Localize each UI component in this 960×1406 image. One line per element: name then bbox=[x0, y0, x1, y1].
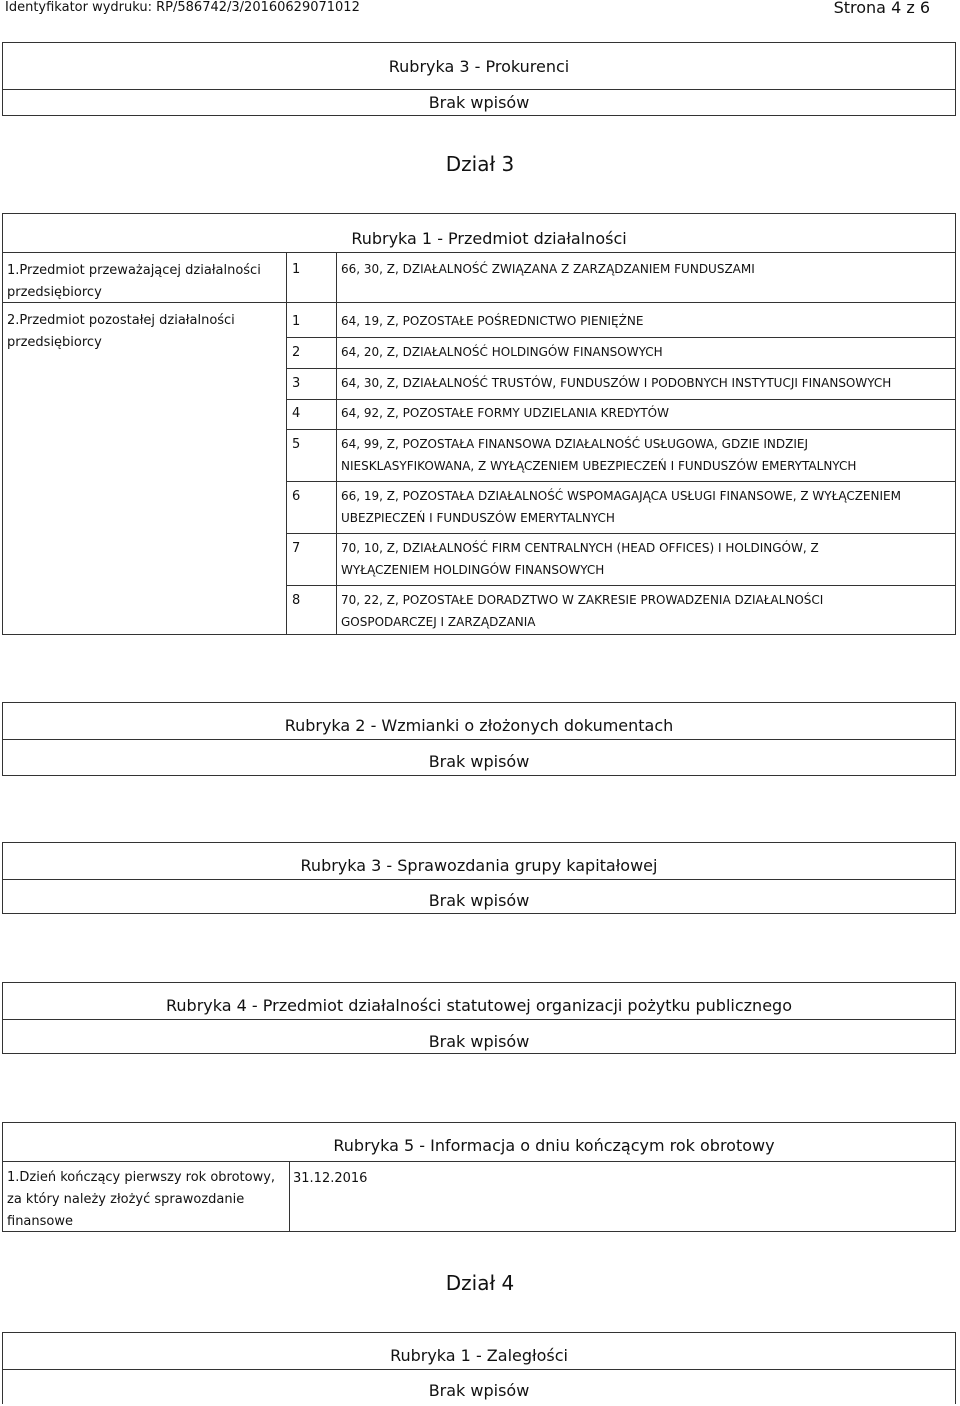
activity-text: 66, 30, Z, DZIAŁALNOŚĆ ZWIĄZANA Z ZARZĄDZANIEM FUNDUSZAMI bbox=[341, 262, 755, 276]
section-opp bbox=[2, 982, 956, 1054]
section-title: Rubryka 1 - Przedmiot działalności bbox=[351, 229, 627, 248]
section-zaleglosci bbox=[2, 1332, 956, 1404]
divider bbox=[3, 89, 955, 90]
section-title: Rubryka 2 - Wzmianki o złożonych dokumentach bbox=[284, 716, 674, 735]
divider bbox=[3, 252, 955, 253]
section-wzmianki bbox=[2, 702, 956, 776]
row-divider bbox=[287, 429, 956, 430]
activity-number: 8 bbox=[292, 593, 301, 608]
section-title: Rubryka 3 - Prokurenci bbox=[388, 57, 570, 76]
label-main-activity: 1.Przedmiot przeważającej działalności przedsiębiorcy bbox=[7, 263, 261, 300]
row-divider bbox=[287, 533, 956, 534]
label-other-activity: 2.Przedmiot pozostałej działalności przedsiębiorcy bbox=[7, 313, 235, 350]
row-divider bbox=[287, 368, 956, 369]
activity-text: 64, 19, Z, POZOSTAŁE POŚREDNICTWO PIENIĘŻNE bbox=[341, 314, 644, 328]
print-identifier: Identyfikator wydruku: RP/586742/3/20160629071012 bbox=[5, 0, 360, 15]
activity-text: 70, 10, Z, DZIAŁALNOŚĆ FIRM CENTRALNYCH (HEAD OFFICES) I HOLDINGÓW, Z WYŁĄCZENIEM HOLDINGÓW FINANSOWYCH bbox=[341, 541, 819, 577]
dzial-4-title: Dział 4 bbox=[445, 1271, 515, 1295]
activity-number: 4 bbox=[292, 406, 301, 421]
dzial-3-title: Dział 3 bbox=[445, 152, 515, 176]
section-title: Rubryka 5 - Informacja o dniu kończącym rok obrotowy bbox=[333, 1136, 775, 1155]
no-entries-text: Brak wpisów bbox=[428, 93, 530, 112]
divider bbox=[3, 739, 955, 740]
column-divider bbox=[289, 1161, 290, 1232]
column-divider bbox=[286, 252, 287, 635]
activity-text: 64, 30, Z, DZIAŁALNOŚĆ TRUSTÓW, FUNDUSZÓW I PODOBNYCH INSTYTUCJI FINANSOWYCH bbox=[341, 376, 892, 390]
row-divider bbox=[287, 399, 956, 400]
activity-number: 7 bbox=[292, 541, 301, 556]
no-entries-text: Brak wpisów bbox=[428, 752, 530, 771]
divider bbox=[3, 879, 955, 880]
activity-number: 6 bbox=[292, 489, 301, 504]
activity-number: 2 bbox=[292, 345, 301, 360]
section-prokurenci bbox=[2, 42, 956, 116]
row-divider bbox=[287, 585, 956, 586]
section-sprawozdania bbox=[2, 842, 956, 914]
activity-text: 64, 99, Z, POZOSTAŁA FINANSOWA DZIAŁALNOŚĆ USŁUGOWA, GDZIE INDZIEJ NIESKLASYFIKOWANA, Z WYŁĄCZENIEM UBEZPIECZEŃ I FUNDUSZÓW EMERYTALNYCH bbox=[341, 437, 857, 473]
page-number: Strona 4 z 6 bbox=[833, 0, 930, 17]
divider bbox=[3, 1161, 955, 1162]
row-divider bbox=[287, 481, 956, 482]
activity-number: 3 bbox=[292, 376, 301, 391]
column-divider bbox=[336, 252, 337, 635]
activity-number: 1 bbox=[292, 314, 301, 329]
row-divider bbox=[337, 337, 956, 338]
activity-number: 1 bbox=[292, 262, 301, 277]
section-przedmiot-dzialalnosci bbox=[2, 213, 956, 635]
no-entries-text: Brak wpisów bbox=[428, 891, 530, 910]
no-entries-text: Brak wpisów bbox=[428, 1381, 530, 1400]
section-title: Rubryka 1 - Zaległości bbox=[390, 1346, 568, 1365]
section-title: Rubryka 3 - Sprawozdania grupy kapitałowej bbox=[300, 856, 658, 875]
activity-text: 64, 20, Z, DZIAŁALNOŚĆ HOLDINGÓW FINANSOWYCH bbox=[341, 345, 663, 359]
section-title: Rubryka 4 - Przedmiot działalności statutowej organizacji pożytku publicznego bbox=[166, 996, 792, 1015]
activity-text: 70, 22, Z, POZOSTAŁE DORADZTWO W ZAKRESIE PROWADZENIA DZIAŁALNOŚCI GOSPODARCZEJ I ZARZĄDZANIA bbox=[341, 593, 824, 629]
label-fiscal-year-end: 1.Dzień kończący pierwszy rok obrotowy, za który należy złożyć sprawozdanie finansowe bbox=[7, 1170, 276, 1229]
fiscal-year-end-date: 31.12.2016 bbox=[293, 1171, 368, 1186]
divider bbox=[3, 1019, 955, 1020]
activity-number: 5 bbox=[292, 437, 301, 452]
no-entries-text: Brak wpisów bbox=[428, 1032, 530, 1051]
divider bbox=[3, 1369, 955, 1370]
row-divider bbox=[287, 337, 337, 338]
print-header bbox=[0, 0, 960, 18]
activity-text: 64, 92, Z, POZOSTAŁE FORMY UDZIELANIA KREDYTÓW bbox=[341, 406, 669, 420]
activity-text: 66, 19, Z, POZOSTAŁA DZIAŁALNOŚĆ WSPOMAGAJĄCA USŁUGI FINANSOWE, Z WYŁĄCZENIEM UBEZPIECZEŃ I FUNDUSZÓW EMERYTALNYCH bbox=[341, 489, 901, 525]
section-rok-obrotowy bbox=[2, 1122, 956, 1232]
